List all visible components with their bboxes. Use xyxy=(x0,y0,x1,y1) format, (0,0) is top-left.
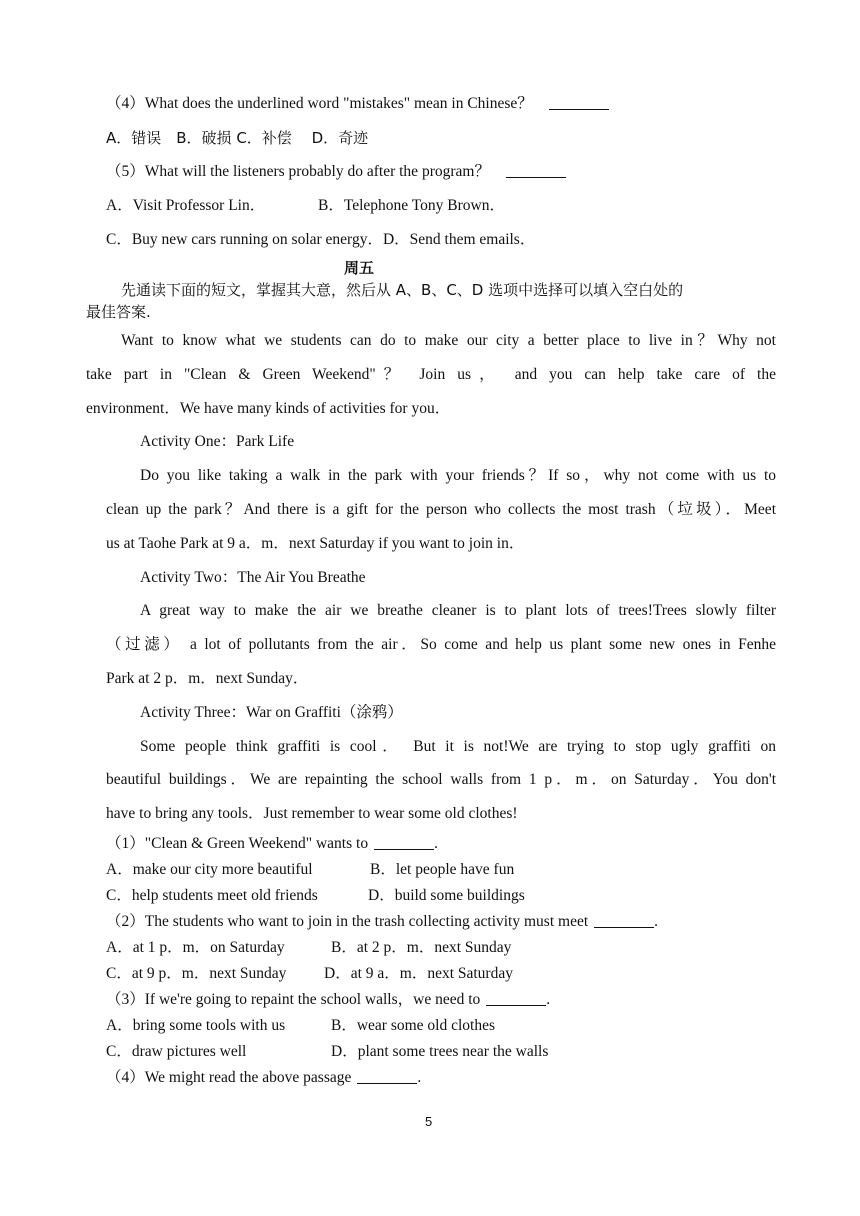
section-instruction-line1: 先通读下面的短文，掌握其大意，然后从 A、B、C、D 选项中选择可以填入空白处的 xyxy=(121,281,684,299)
activity-three-line2: beautiful buildings．We are repainting the school walls from 1 p．m．on Saturday．You don't xyxy=(106,771,776,788)
question-2-option-b[interactable]: B．at 2 p．m．next Sunday xyxy=(331,939,512,956)
page-number: 5 xyxy=(425,1114,433,1129)
question-1-option-b[interactable]: B．let people have fun xyxy=(370,861,515,878)
question-4 xyxy=(106,1068,421,1088)
activity-two-line1: A great way to make the air we breathe cleaner is to plant lots of trees!Trees slowly filter xyxy=(140,602,776,619)
passage-intro-line1: Want to know what we students can do to make our city a better place to live in？Why not xyxy=(121,332,776,349)
prev-question-4-options: A．错误 B．破损 C．补偿 D．奇迹 xyxy=(106,129,369,147)
section-instruction-line2: 最佳答案. xyxy=(86,303,151,321)
question-3-option-d[interactable]: D．plant some trees near the walls xyxy=(331,1043,549,1060)
question-1-option-d[interactable]: D．build some buildings xyxy=(368,887,525,904)
question-text: （5）What will the listeners probably do after the program？ xyxy=(106,163,490,180)
prev-question-5-option-a: A．Visit Professor Lin． xyxy=(106,197,266,214)
question-1 xyxy=(106,834,438,854)
question-1-option-c[interactable]: C．help students meet old friends xyxy=(106,887,318,904)
question-text: （4）We might read the above passage xyxy=(106,1069,352,1086)
activity-one-line3: us at Taohe Park at 9 a．m．next Saturday if you want to join in． xyxy=(106,535,525,552)
question-end: . xyxy=(654,913,659,930)
activity-three-title: Activity Three：War on Graffiti（涂鸦） xyxy=(140,704,403,721)
question-1-option-a[interactable]: A．make our city more beautiful xyxy=(106,861,313,878)
question-end: . xyxy=(434,835,438,852)
question-3-option-c[interactable]: C．draw pictures well xyxy=(106,1043,247,1060)
answer-blank[interactable] xyxy=(357,1069,417,1084)
activity-two-line3: Park at 2 p．m．next Sunday． xyxy=(106,670,309,687)
activity-two-line2: （过滤） a lot of pollutants from the air．So come and help us plant some new ones in Fenhe xyxy=(106,636,776,653)
activity-one-title: Activity One：Park Life xyxy=(140,433,295,450)
question-3-option-a[interactable]: A．bring some tools with us xyxy=(106,1017,286,1034)
passage-intro-line2: take part in "Clean & Green Weekend"？ Join us， and you can help take care of the xyxy=(86,366,776,383)
passage-intro-line3: environment．We have many kinds of activities for you． xyxy=(86,400,451,417)
answer-blank[interactable] xyxy=(374,835,434,850)
activity-two-title: Activity Two：The Air You Breathe xyxy=(140,569,366,586)
prev-question-5-option-b: B．Telephone Tony Brown． xyxy=(318,197,505,214)
answer-blank[interactable] xyxy=(486,991,546,1006)
activity-one-line1: Do you like taking a walk in the park with your friends？If so，why not come with us to xyxy=(140,467,776,484)
question-text: （2）The students who want to join in the trash collecting activity must meet xyxy=(106,913,589,930)
prev-question-5-options-cd: C．Buy new cars running on solar energy．D．Send them emails． xyxy=(106,231,536,248)
question-3 xyxy=(106,990,550,1010)
prev-question-5 xyxy=(106,162,566,182)
section-heading: 周五 xyxy=(344,259,375,277)
question-text: （4）What does the underlined word "mistakes" mean in Chinese？ xyxy=(106,95,533,112)
question-2-option-a[interactable]: A．at 1 p．m．on Saturday xyxy=(106,939,285,956)
question-end: . xyxy=(546,991,551,1008)
question-2-option-c[interactable]: C．at 9 p．m．next Sunday xyxy=(106,965,287,982)
question-text: （3）If we're going to repaint the school walls，we need to xyxy=(106,991,481,1008)
question-2 xyxy=(106,912,658,932)
answer-blank[interactable] xyxy=(506,163,566,178)
question-3-option-b[interactable]: B．wear some old clothes xyxy=(331,1017,496,1034)
activity-three-line3: have to bring any tools．Just remember to wear some old clothes! xyxy=(106,805,518,822)
question-2-option-d[interactable]: D．at 9 a．m．next Saturday xyxy=(324,965,513,982)
activity-one-line2: clean up the park？And there is a gift for the person who collects the most trash（垃圾）．Meet xyxy=(106,501,776,518)
activity-three-line1: Some people think graffiti is cool． But it is not!We are trying to stop ugly graffiti on xyxy=(140,738,776,755)
question-end: . xyxy=(417,1069,422,1086)
answer-blank[interactable] xyxy=(594,913,654,928)
answer-blank[interactable] xyxy=(549,95,609,110)
prev-question-4 xyxy=(106,94,609,114)
question-text: （1）"Clean & Green Weekend" wants to xyxy=(106,835,369,852)
